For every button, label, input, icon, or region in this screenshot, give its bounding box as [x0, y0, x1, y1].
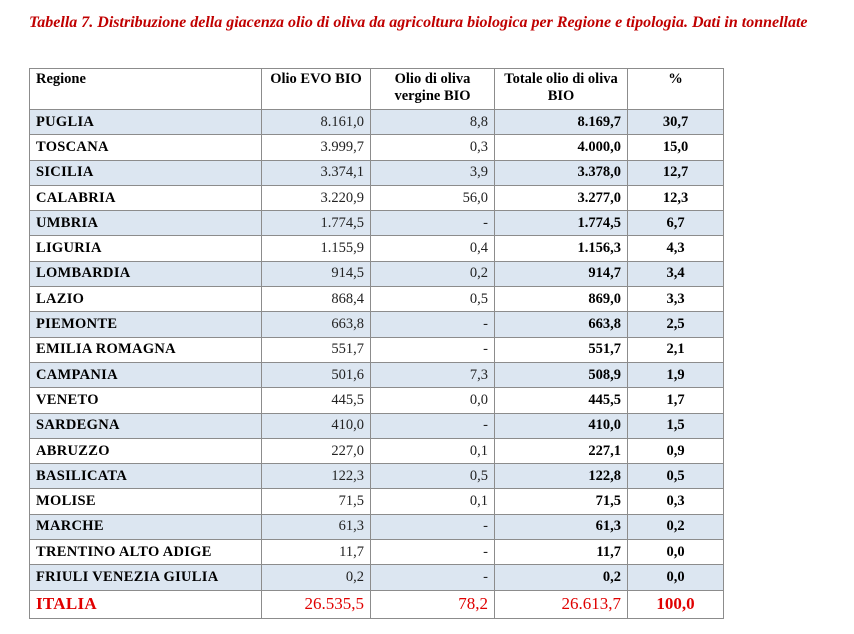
total-region: ITALIA — [30, 590, 262, 618]
header-evo: Olio EVO BIO — [262, 69, 371, 110]
region-cell: PIEMONTE — [30, 312, 262, 337]
table-row — [30, 489, 724, 514]
totale-cell: 869,0 — [495, 287, 628, 312]
evo-cell: 8.161,0 — [262, 110, 371, 135]
totale-cell: 445,5 — [495, 388, 628, 413]
totale-cell: 551,7 — [495, 337, 628, 362]
totale-cell: 410,0 — [495, 413, 628, 438]
vergine-cell: 3,9 — [371, 160, 495, 185]
table-row — [30, 413, 724, 438]
vergine-cell: - — [371, 337, 495, 362]
region-cell: SARDEGNA — [30, 413, 262, 438]
vergine-cell: - — [371, 413, 495, 438]
pct-cell: 3,4 — [628, 261, 724, 286]
vergine-cell: 0,3 — [371, 135, 495, 160]
evo-cell: 3.220,9 — [262, 185, 371, 210]
evo-cell: 11,7 — [262, 540, 371, 565]
vergine-cell: 0,2 — [371, 261, 495, 286]
region-cell: ABRUZZO — [30, 438, 262, 463]
region-cell: CALABRIA — [30, 185, 262, 210]
evo-cell: 61,3 — [262, 514, 371, 539]
region-cell: LIGURIA — [30, 236, 262, 261]
table-row — [30, 438, 724, 463]
evo-cell: 868,4 — [262, 287, 371, 312]
totale-cell: 71,5 — [495, 489, 628, 514]
pct-cell: 1,7 — [628, 388, 724, 413]
vergine-cell: 7,3 — [371, 362, 495, 387]
region-cell: LOMBARDIA — [30, 261, 262, 286]
pct-cell: 12,3 — [628, 185, 724, 210]
table-row — [30, 388, 724, 413]
evo-cell: 551,7 — [262, 337, 371, 362]
totale-cell: 1.774,5 — [495, 211, 628, 236]
vergine-cell: 0,4 — [371, 236, 495, 261]
table-row — [30, 362, 724, 387]
vergine-cell: - — [371, 565, 495, 590]
vergine-cell: 0,1 — [371, 438, 495, 463]
region-cell: VENETO — [30, 388, 262, 413]
table-row — [30, 337, 724, 362]
header-vergine: Olio di oliva vergine BIO — [371, 69, 495, 110]
vergine-cell: 0,5 — [371, 464, 495, 489]
pct-cell: 12,7 — [628, 160, 724, 185]
pct-cell: 4,3 — [628, 236, 724, 261]
evo-cell: 663,8 — [262, 312, 371, 337]
vergine-cell: 8,8 — [371, 110, 495, 135]
header-totale: Totale olio di oliva BIO — [495, 69, 628, 110]
table-row — [30, 185, 724, 210]
table-row — [30, 135, 724, 160]
pct-cell: 0,2 — [628, 514, 724, 539]
region-cell: LAZIO — [30, 287, 262, 312]
pct-cell: 30,7 — [628, 110, 724, 135]
evo-cell: 1.774,5 — [262, 211, 371, 236]
evo-cell: 445,5 — [262, 388, 371, 413]
pct-cell: 0,5 — [628, 464, 724, 489]
totale-cell: 0,2 — [495, 565, 628, 590]
pct-cell: 1,5 — [628, 413, 724, 438]
totale-cell: 1.156,3 — [495, 236, 628, 261]
table-row — [30, 110, 724, 135]
pct-cell: 0,9 — [628, 438, 724, 463]
total-vergine: 78,2 — [371, 590, 495, 618]
region-cell: SICILIA — [30, 160, 262, 185]
evo-cell: 122,3 — [262, 464, 371, 489]
region-cell: MARCHE — [30, 514, 262, 539]
total-pct: 100,0 — [628, 590, 724, 618]
header-pct: % — [628, 69, 724, 110]
vergine-cell: 0,5 — [371, 287, 495, 312]
table-row — [30, 211, 724, 236]
evo-cell: 914,5 — [262, 261, 371, 286]
pct-cell: 1,9 — [628, 362, 724, 387]
pct-cell: 2,1 — [628, 337, 724, 362]
evo-cell: 1.155,9 — [262, 236, 371, 261]
table-row — [30, 261, 724, 286]
totale-cell: 914,7 — [495, 261, 628, 286]
region-cell: PUGLIA — [30, 110, 262, 135]
total-totale: 26.613,7 — [495, 590, 628, 618]
region-cell: EMILIA ROMAGNA — [30, 337, 262, 362]
evo-cell: 501,6 — [262, 362, 371, 387]
pct-cell: 0,3 — [628, 489, 724, 514]
total-evo: 26.535,5 — [262, 590, 371, 618]
olive-oil-table — [29, 68, 724, 619]
table-row — [30, 160, 724, 185]
pct-cell: 15,0 — [628, 135, 724, 160]
evo-cell: 71,5 — [262, 489, 371, 514]
totale-cell: 4.000,0 — [495, 135, 628, 160]
vergine-cell: - — [371, 514, 495, 539]
table-row — [30, 565, 724, 590]
pct-cell: 0,0 — [628, 565, 724, 590]
pct-cell: 3,3 — [628, 287, 724, 312]
totale-cell: 122,8 — [495, 464, 628, 489]
table-row — [30, 312, 724, 337]
region-cell: TRENTINO ALTO ADIGE — [30, 540, 262, 565]
region-cell: UMBRIA — [30, 211, 262, 236]
region-cell: CAMPANIA — [30, 362, 262, 387]
region-cell: FRIULI VENEZIA GIULIA — [30, 565, 262, 590]
region-cell: MOLISE — [30, 489, 262, 514]
totale-cell: 8.169,7 — [495, 110, 628, 135]
table-row — [30, 287, 724, 312]
evo-cell: 227,0 — [262, 438, 371, 463]
table-row — [30, 540, 724, 565]
pct-cell: 2,5 — [628, 312, 724, 337]
table-row — [30, 464, 724, 489]
vergine-cell: - — [371, 211, 495, 236]
table-row — [30, 514, 724, 539]
totale-cell: 227,1 — [495, 438, 628, 463]
evo-cell: 3.999,7 — [262, 135, 371, 160]
region-cell: BASILICATA — [30, 464, 262, 489]
pct-cell: 6,7 — [628, 211, 724, 236]
totale-cell: 3.378,0 — [495, 160, 628, 185]
header-row — [30, 69, 724, 110]
total-row — [30, 590, 724, 618]
totale-cell: 61,3 — [495, 514, 628, 539]
totale-cell: 508,9 — [495, 362, 628, 387]
evo-cell: 0,2 — [262, 565, 371, 590]
vergine-cell: 0,0 — [371, 388, 495, 413]
table-row — [30, 236, 724, 261]
vergine-cell: - — [371, 540, 495, 565]
totale-cell: 663,8 — [495, 312, 628, 337]
evo-cell: 410,0 — [262, 413, 371, 438]
table-caption: Tabella 7. Distribuzione della giacenza olio di oliva da agricoltura biologica per Regione e tipologia. Dati in tonnellate — [29, 14, 808, 31]
vergine-cell: 56,0 — [371, 185, 495, 210]
totale-cell: 11,7 — [495, 540, 628, 565]
totale-cell: 3.277,0 — [495, 185, 628, 210]
region-cell: TOSCANA — [30, 135, 262, 160]
vergine-cell: 0,1 — [371, 489, 495, 514]
vergine-cell: - — [371, 312, 495, 337]
header-region: Regione — [30, 69, 262, 110]
evo-cell: 3.374,1 — [262, 160, 371, 185]
pct-cell: 0,0 — [628, 540, 724, 565]
